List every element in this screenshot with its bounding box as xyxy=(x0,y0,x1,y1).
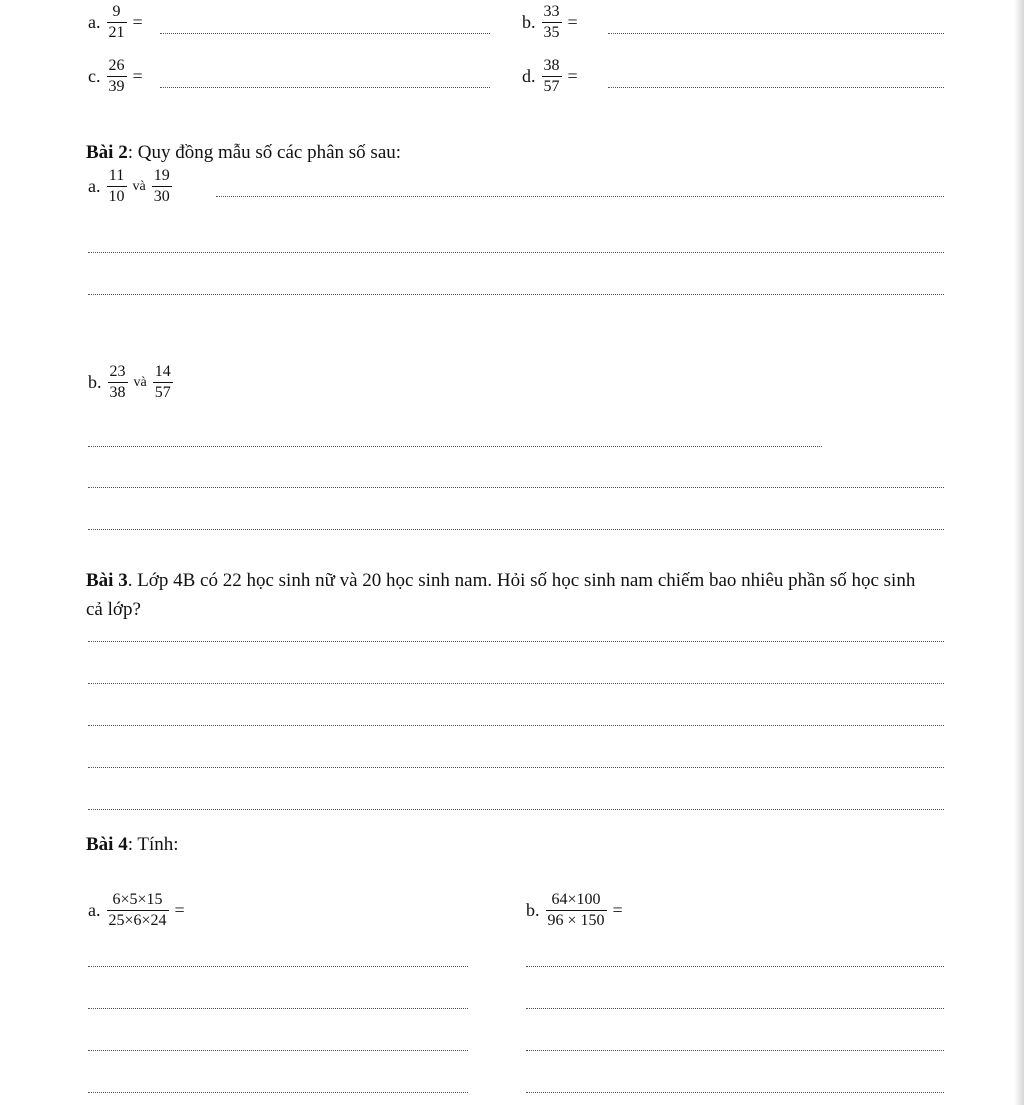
ex4-title xyxy=(86,834,179,856)
numerator: 11 xyxy=(107,166,127,187)
equals-sign: = xyxy=(174,900,185,920)
answer-line[interactable] xyxy=(526,966,944,967)
equals-sign: = xyxy=(132,12,143,32)
fraction xyxy=(542,2,562,43)
answer-line[interactable] xyxy=(88,809,944,810)
conjunction: và xyxy=(132,178,146,194)
numerator: 23 xyxy=(108,362,128,383)
numerator: 14 xyxy=(153,362,173,383)
item-label: c. xyxy=(88,66,101,86)
item-label: d. xyxy=(522,66,536,86)
answer-line[interactable] xyxy=(88,641,944,642)
answer-line[interactable] xyxy=(160,33,490,34)
numerator: 19 xyxy=(152,166,172,187)
ex1-item-d xyxy=(522,56,578,97)
denominator: 38 xyxy=(109,384,126,401)
page-edge-shadow xyxy=(1014,0,1024,1105)
numerator: 38 xyxy=(542,56,562,77)
fraction xyxy=(152,166,172,207)
denominator: 39 xyxy=(108,78,125,95)
answer-line[interactable] xyxy=(526,1092,944,1093)
conjunction: và xyxy=(133,374,147,390)
exercise-number: Bài 3 xyxy=(86,570,128,591)
equals-sign: = xyxy=(132,66,143,86)
fraction xyxy=(108,362,128,403)
denominator: 21 xyxy=(108,24,125,41)
ex1-item-c xyxy=(88,56,143,97)
answer-line[interactable] xyxy=(608,33,944,34)
ex1-item-a xyxy=(88,2,143,43)
fraction xyxy=(153,362,173,403)
ex2-item-b xyxy=(88,362,173,403)
fraction xyxy=(542,56,562,97)
numerator: 33 xyxy=(542,2,562,23)
ex2-title xyxy=(86,142,401,164)
answer-line[interactable] xyxy=(88,725,944,726)
answer-line[interactable] xyxy=(88,529,944,530)
answer-line[interactable] xyxy=(88,446,822,447)
answer-line[interactable] xyxy=(88,683,944,684)
item-label: a. xyxy=(88,176,101,196)
answer-line[interactable] xyxy=(88,966,468,967)
answer-line[interactable] xyxy=(88,767,944,768)
denominator: 25×6×24 xyxy=(108,912,167,929)
equals-sign: = xyxy=(612,900,623,920)
equals-sign: = xyxy=(567,66,578,86)
fraction xyxy=(107,166,127,207)
numerator: 64×100 xyxy=(546,890,607,911)
ex3-problem xyxy=(86,566,936,624)
answer-line[interactable] xyxy=(526,1008,944,1009)
answer-line[interactable] xyxy=(88,1092,468,1093)
fraction xyxy=(546,890,607,931)
answer-line[interactable] xyxy=(88,1050,468,1051)
exercise-instruction: : Quy đồng mẫu số các phân số sau: xyxy=(127,142,402,163)
numerator: 26 xyxy=(107,56,127,77)
answer-line[interactable] xyxy=(88,487,944,488)
fraction xyxy=(107,56,127,97)
fraction xyxy=(107,2,127,43)
item-label: b. xyxy=(526,900,540,920)
denominator: 57 xyxy=(543,78,560,95)
answer-line[interactable] xyxy=(88,252,944,253)
ex4-item-b xyxy=(526,890,623,931)
answer-line[interactable] xyxy=(88,294,944,295)
denominator: 96 × 150 xyxy=(547,912,605,929)
item-label: a. xyxy=(88,900,101,920)
exercise-instruction: : Tính: xyxy=(127,834,179,855)
answer-line[interactable] xyxy=(526,1050,944,1051)
answer-line[interactable] xyxy=(608,87,944,88)
denominator: 57 xyxy=(154,384,171,401)
denominator: 10 xyxy=(108,188,125,205)
exercise-number: Bài 2 xyxy=(86,142,128,163)
answer-line[interactable] xyxy=(216,196,944,197)
fraction xyxy=(107,890,169,931)
ex1-item-b xyxy=(522,2,578,43)
numerator: 6×5×15 xyxy=(107,890,169,911)
item-label: b. xyxy=(522,12,536,32)
answer-line[interactable] xyxy=(88,1008,468,1009)
exercise-statement: . Lớp 4B có 22 học sinh nữ và 20 học sinh nam. Hỏi số học sinh nam chiếm bao nhiêu phần số học sinh cả lớp? xyxy=(86,570,916,620)
denominator: 30 xyxy=(153,188,170,205)
exercise-number: Bài 4 xyxy=(86,834,128,855)
answer-line[interactable] xyxy=(160,87,490,88)
denominator: 35 xyxy=(543,24,560,41)
item-label: b. xyxy=(88,372,102,392)
ex4-item-a xyxy=(88,890,185,931)
item-label: a. xyxy=(88,12,101,32)
equals-sign: = xyxy=(567,12,578,32)
ex2-item-a xyxy=(88,166,172,207)
numerator: 9 xyxy=(107,2,127,23)
